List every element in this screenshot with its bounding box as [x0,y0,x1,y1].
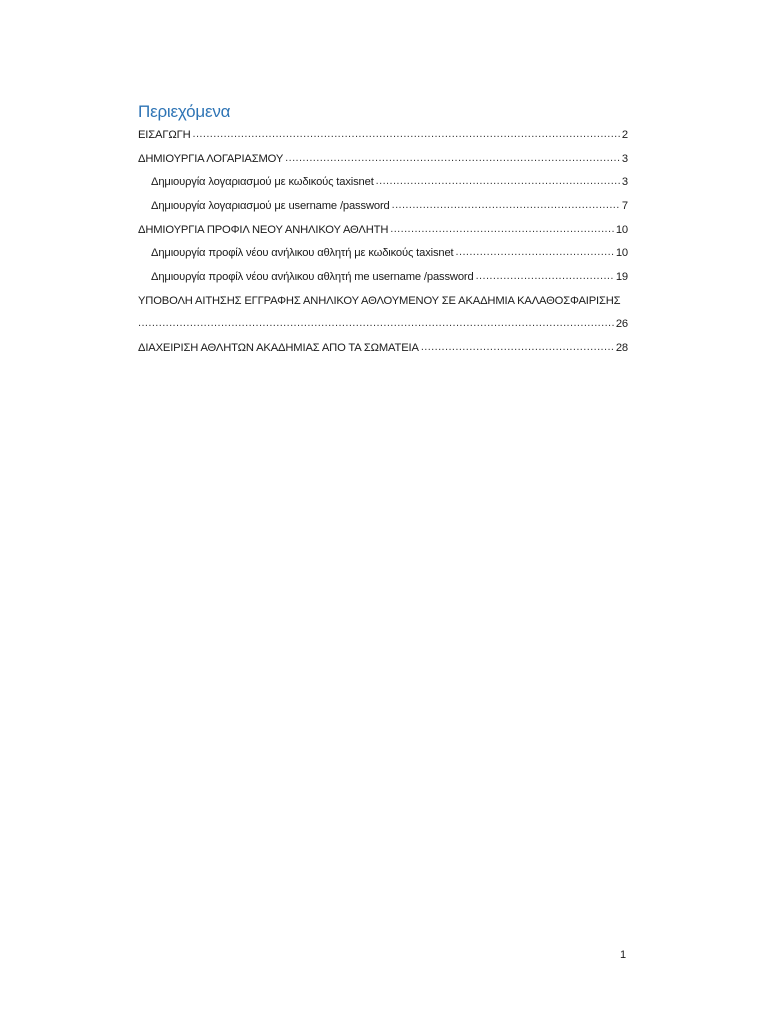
toc-entry-label: Δημιουργία λογαριασμού με κωδικούς taxisnet [151,176,374,189]
toc-entry-page: 3 [621,176,628,189]
table-of-contents [138,102,628,364]
dot-leader [193,127,620,141]
toc-entry-minor-athlete-profile[interactable] [138,223,628,237]
toc-entry-page: 26 [615,317,628,330]
toc-entry-label: ΔΙΑΧΕΙΡΙΣΗ ΑΘΛΗΤΩΝ ΑΚΑΔΗΜΙΑΣ ΑΠΟ ΤΑ ΣΩΜΑΤΕΙΑ [138,341,419,354]
toc-title: Περιεχόμενα [138,102,231,121]
dot-leader [456,245,614,259]
toc-entry-account-creation[interactable] [138,152,628,166]
toc-entry-label: ΥΠΟΒΟΛΗ ΑΙΤΗΣΗΣ ΕΓΓΡΑΦΗΣ ΑΝΗΛΙΚΟΥ ΑΘΛΟΥΜΕΝΟΥ ΣΕ ΑΚΑΔΗΜΙΑ ΚΑΛΑΘΟΣΦΑΙΡΙΣΗΣ [138,294,621,307]
page-number: 1 [620,949,627,961]
dot-leader [476,269,614,283]
dot-leader [285,151,620,165]
toc-entry-page: 19 [615,271,628,284]
toc-entry-registration-application[interactable] [138,294,628,331]
toc-entry-label: ΔΗΜΙΟΥΡΓΙΑ ΠΡΟΦΙΛ ΝΕΟΥ ΑΝΗΛΙΚΟΥ ΑΘΛΗΤΗ [138,223,389,236]
dot-leader [421,340,614,354]
toc-entry-academy-athlete-management[interactable] [138,341,628,355]
toc-entry-account-taxisnet[interactable] [138,175,628,189]
toc-entry-page: 28 [615,341,628,354]
toc-entry-page: 10 [615,223,628,236]
toc-entry-label: ΔΗΜΙΟΥΡΓΙΑ ΛΟΓΑΡΙΑΣΜΟΥ [138,152,284,165]
dot-leader [138,316,614,330]
toc-entry-label: Δημιουργία προφίλ νέου ανήλικου αθλητή me username /password [151,271,474,284]
toc-entry-page: 3 [621,152,628,165]
toc-entry-page: 2 [621,129,628,141]
toc-entry-label: Δημιουργία λογαριασμού με username /password [151,200,390,213]
dot-leader [376,174,620,188]
toc-entry-profile-taxisnet[interactable] [138,246,628,260]
toc-entry-page: 7 [621,200,628,213]
dot-leader [390,222,614,236]
toc-entry-page: 10 [615,247,628,260]
toc-entry-profile-username-password[interactable] [138,270,628,284]
toc-entry-label: Δημιουργία προφίλ νέου ανήλικου αθλητή με κωδικούς taxisnet [151,247,454,260]
toc-entry-account-username-password[interactable] [138,199,628,213]
toc-entry-introduction[interactable] [138,128,628,142]
dot-leader [392,198,620,212]
toc-entry-label: ΕΙΣΑΓΩΓΗ [138,129,191,141]
